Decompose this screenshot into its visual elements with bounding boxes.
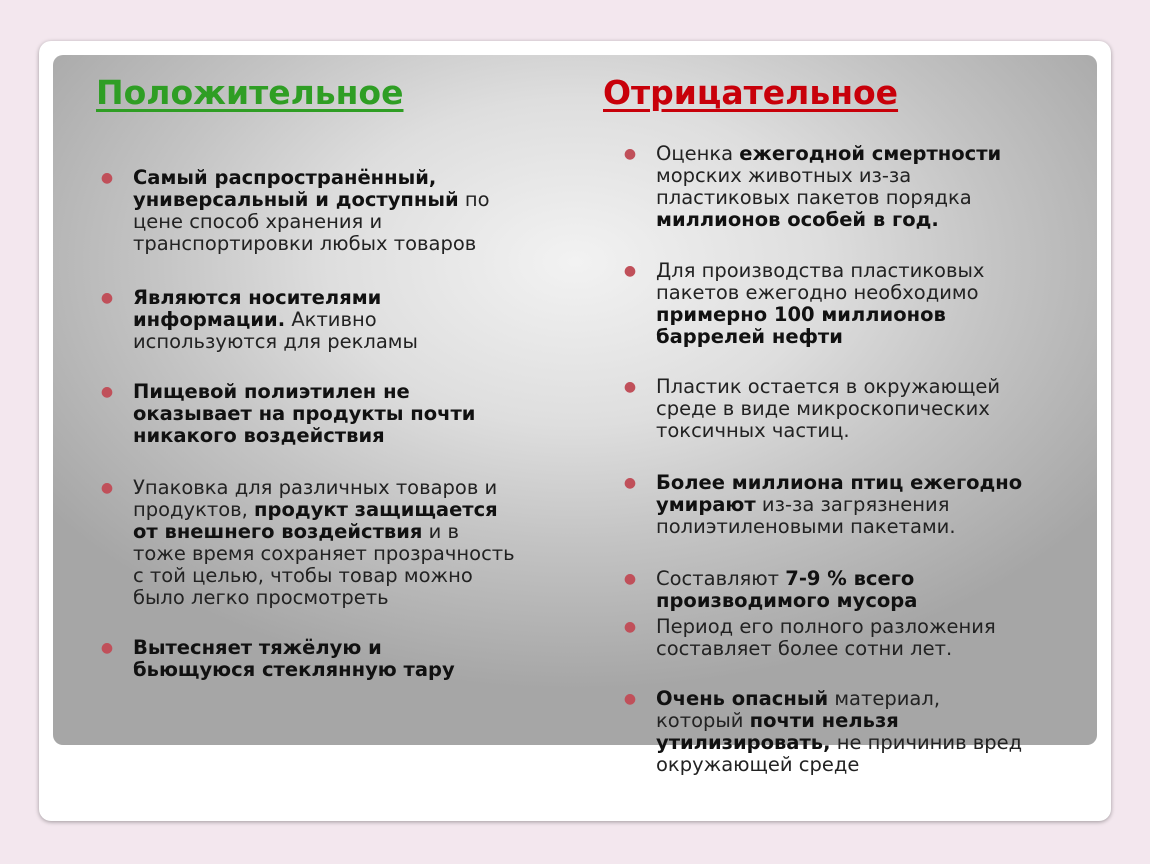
bullet-dot-icon: ●	[623, 691, 637, 707]
text-run: который	[656, 709, 750, 732]
bold-run: миллионов особей в год.	[656, 208, 939, 231]
cons-item-text	[656, 260, 984, 348]
text-run: тоже время сохраняет прозрачность	[133, 542, 515, 565]
cons-item	[623, 259, 985, 348]
text-run: по	[458, 188, 490, 211]
bold-run: производимого мусора	[656, 589, 918, 612]
text-run: продуктов,	[133, 498, 255, 521]
bullet-dot-icon: ●	[623, 263, 637, 279]
cons-item-text	[656, 688, 1022, 776]
bullet-dot-icon: ●	[623, 475, 637, 491]
text-run: используются для рекламы	[133, 330, 418, 353]
pros-item	[100, 286, 418, 353]
cons-item	[623, 615, 996, 660]
text-run: не причинив вред	[830, 731, 1023, 754]
text-run: материал,	[828, 687, 941, 710]
bold-run: бьющуюся стеклянную тару	[133, 658, 455, 681]
cons-item-text	[656, 568, 917, 612]
negative-heading: Отрицательное	[603, 73, 899, 112]
text-run: составляет более сотни лет.	[656, 637, 953, 660]
bold-run: информации.	[133, 308, 286, 331]
text-run: морских животных из-за	[656, 164, 912, 187]
pros-item-text	[133, 381, 475, 447]
bullet-dot-icon: ●	[100, 384, 114, 400]
bold-run: продукт защищается	[254, 498, 498, 521]
cons-item	[623, 567, 918, 612]
pros-item	[100, 380, 476, 447]
bold-run: почти нельзя	[749, 709, 899, 732]
text-run: окружающей среде	[656, 753, 860, 776]
cons-item	[623, 142, 1002, 231]
text-run: Оценка	[656, 142, 740, 165]
bold-run: баррелей нефти	[656, 325, 843, 348]
bold-run: оказывает на продукты почти	[133, 402, 476, 425]
text-run: транспортировки любых товаров	[133, 232, 477, 255]
bold-run: Более миллиона птиц ежегодно	[656, 471, 1023, 494]
text-run: пластиковых пакетов порядка	[656, 186, 972, 209]
bullet-dot-icon: ●	[623, 619, 637, 635]
text-run: Пластик остается в окружающей	[656, 375, 1001, 398]
positive-heading: Положительное	[96, 73, 404, 112]
bold-run: от внешнего воздействия	[133, 520, 423, 543]
bullet-dot-icon: ●	[100, 640, 114, 656]
bullet-dot-icon: ●	[100, 480, 114, 496]
text-run: пакетов ежегодно необходимо	[656, 281, 979, 304]
bold-run: Очень опасный	[656, 687, 829, 710]
bullet-dot-icon: ●	[623, 146, 637, 162]
cons-item	[623, 687, 1023, 776]
bold-run: Самый распространённый,	[133, 166, 437, 189]
pros-item	[100, 636, 455, 681]
text-run: Период его полного разложения	[656, 615, 996, 638]
text-run: с той целью, чтобы товар можно	[133, 564, 473, 587]
bullet-dot-icon: ●	[623, 571, 637, 587]
text-run: и в	[422, 520, 459, 543]
cons-item	[623, 471, 1023, 538]
bold-run: ежегодной смертности	[739, 142, 1002, 165]
pros-item-text	[133, 167, 490, 255]
text-run: токсичных частиц.	[656, 419, 850, 442]
text-run: Упаковка для различных товаров и	[133, 476, 498, 499]
cons-item-text	[656, 472, 1022, 538]
pros-item-text	[133, 477, 515, 609]
pros-item	[100, 476, 515, 609]
bold-run: Пищевой полиэтилен не	[133, 380, 410, 403]
pros-item	[100, 166, 490, 255]
pros-item-text	[133, 637, 455, 681]
bullet-dot-icon: ●	[623, 379, 637, 395]
pros-item-text	[133, 287, 418, 353]
cons-item	[623, 375, 1001, 442]
bold-run: 7-9 % всего	[785, 567, 915, 590]
bold-run: умирают	[656, 493, 756, 516]
bullet-dot-icon: ●	[100, 170, 114, 186]
text-run: Составляют	[656, 567, 786, 590]
bold-run: никакого воздействия	[133, 424, 385, 447]
bullet-dot-icon: ●	[100, 290, 114, 306]
text-run: Активно	[285, 308, 377, 331]
text-run: среде в виде микроскопических	[656, 397, 990, 420]
text-run: из-за загрязнения	[755, 493, 950, 516]
text-run: Для производства пластиковых	[656, 259, 985, 282]
cons-item-text	[656, 376, 1000, 442]
text-run: цене способ хранения и	[133, 210, 383, 233]
cons-item-text	[656, 616, 996, 660]
text-run: было легко просмотреть	[133, 586, 389, 609]
bold-run: Являются носителями	[133, 286, 382, 309]
cons-item-text	[656, 143, 1001, 231]
bold-run: универсальный и доступный	[133, 188, 459, 211]
text-run: полиэтиленовыми пакетами.	[656, 515, 956, 538]
bold-run: Вытесняет тяжёлую и	[133, 636, 382, 659]
bold-run: примерно 100 миллионов	[656, 303, 946, 326]
bold-run: утилизировать,	[656, 731, 831, 754]
